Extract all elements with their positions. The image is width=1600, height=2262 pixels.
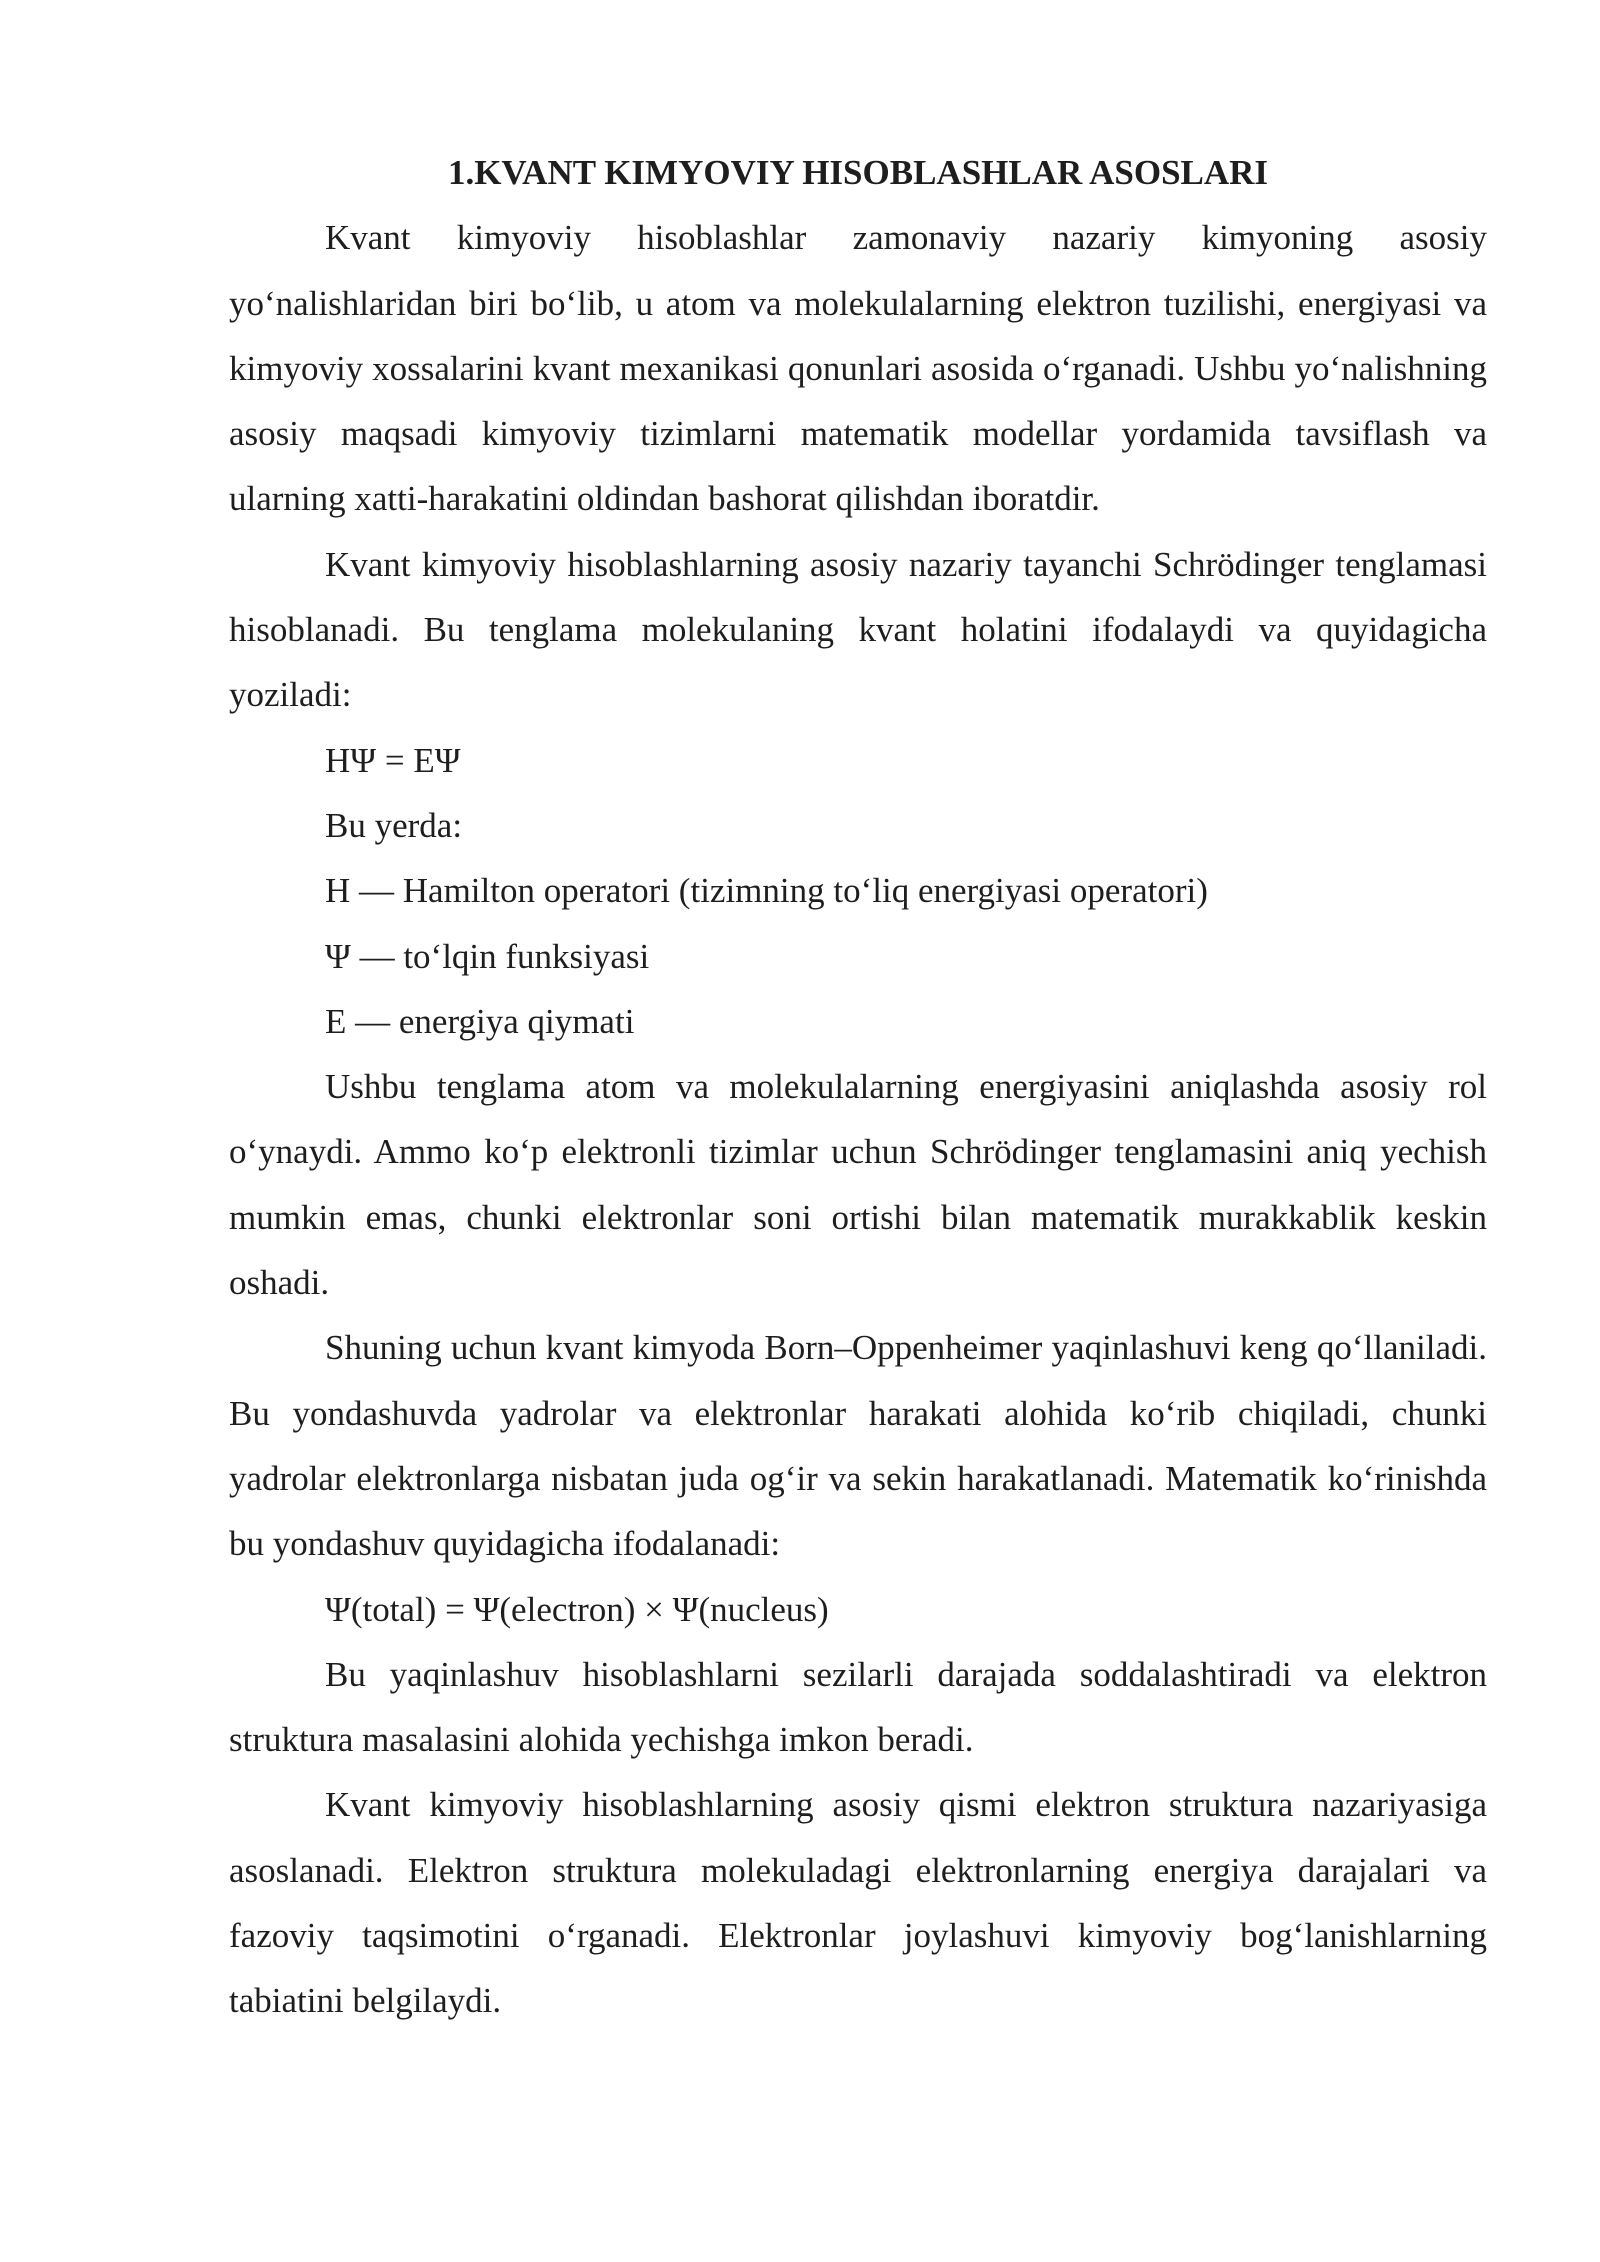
paragraph-born-oppenheimer: Shuning uchun kvant kimyoda Born–Oppenheimer yaqinlashuvi keng qo‘llaniladi. Bu yondashuvda yadrolar va elektronlar harakati alohida ko‘rib chiqiladi, chunki yadrolar elektronlarga nisbatan juda og‘ir va sekin harakatlanadi. Matematik ko‘rinishda bu yondashuv quyidagicha ifodalanadi: [229,1328,1487,1564]
paragraph-electron-structure: Kvant kimyoviy hisoblashlarning asosiy qismi elektron struktura nazariyasiga asoslanadi. Elektron struktura molekuladagi elektronlarning energiya darajalari va fazoviy taqsimotini o‘rganadi. Elektronlar joylashuvi kimyoviy bog‘lanishlarning tabiatini belgilaydi. [229,1785,1487,2021]
paragraph-simplification: Bu yaqinlashuv hisoblashlarni sezilarli darajada soddalashtiradi va elektron struktura masalasini alohida yechishga imkon beradi. [229,1654,1487,1760]
definition-energy: E — energiya qiymati [325,1001,635,1041]
definition-wavefunction: Ψ — to‘lqin funksiyasi [325,936,650,976]
paragraph-many-electron: Ushbu tenglama atom va molekulalarning energiyasini aniqlashda asosiy rol o‘ynaydi. Ammo ko‘p elektronli tizimlar uchun Schrödinger tenglamasini aniq yechish mumkin emas, chunki elektronlar soni ortishi bilan matematik murakkablik keskin oshadi. [229,1067,1487,1303]
equation-schrodinger: HΨ = EΨ [325,740,461,780]
where-label: Bu yerda: [325,805,463,845]
document-body [229,140,1487,2034]
section-title: 1.KVANT KIMYOVIY HISOBLASHLAR ASOSLARI [447,153,1269,192]
equation-born-oppenheimer: Ψ(total) = Ψ(electron) × Ψ(nucleus) [325,1589,829,1629]
paragraph-schrodinger: Kvant kimyoviy hisoblashlarning asosiy nazariy tayanchi Schrödinger tenglamasi hisoblanadi. Bu tenglama molekulaning kvant holatini ifodalaydi va quyidagicha yoziladi: [229,544,1487,715]
definition-hamiltonian: H — Hamilton operatori (tizimning to‘liq energiyasi operatori) [325,871,1208,911]
paragraph-intro: Kvant kimyoviy hisoblashlar zamonaviy nazariy kimyoning asosiy yo‘nalishlaridan biri bo‘lib, u atom va molekulalarning elektron tuzilishi, energiyasi va kimyoviy xossalarini kvant mexanikasi qonunlari asosida o‘rganadi. Ushbu yo‘nalishning asosiy maqsadi kimyoviy tizimlarni matematik modellar yordamida tavsiflash va ularning xatti-harakatini oldindan bashorat qilishdan iboratdir. [229,218,1487,519]
